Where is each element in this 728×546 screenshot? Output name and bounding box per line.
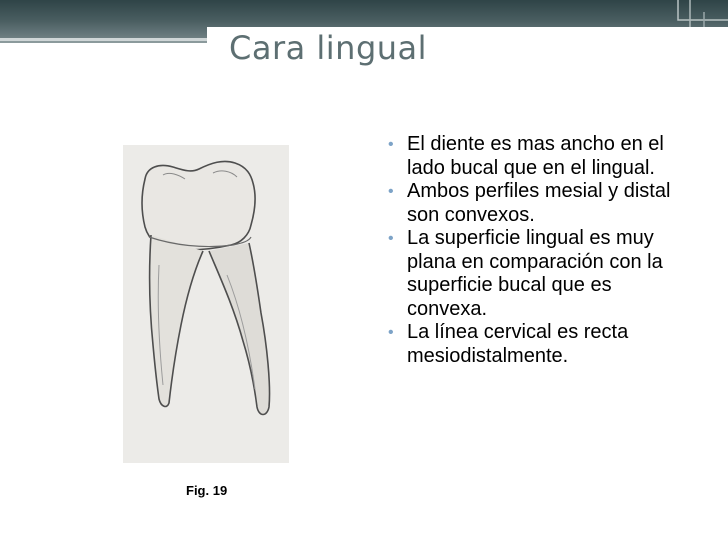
tooth-figure bbox=[123, 145, 289, 463]
bullet-list bbox=[388, 133, 688, 368]
bullet-text: El diente es mas ancho en el lado bucal que en el lingual. bbox=[407, 133, 664, 179]
bullet-marker: • bbox=[388, 136, 394, 153]
figure-caption: Fig. 19 bbox=[186, 483, 228, 498]
bullet-text: La línea cervical es recta mesiodistalmente. bbox=[407, 321, 629, 367]
list-item bbox=[388, 227, 688, 321]
bullet-marker: • bbox=[388, 324, 394, 341]
list-item bbox=[388, 321, 688, 368]
list-item bbox=[388, 180, 688, 227]
bullet-marker: • bbox=[388, 183, 394, 200]
tooth-illustration bbox=[123, 145, 289, 463]
bullet-text: La superficie lingual es muy plana en comparación con la superficie bucal que es convexa. bbox=[407, 227, 663, 320]
bullet-text: Ambos perfiles mesial y distal son convexos. bbox=[407, 180, 671, 226]
slide-title: Cara lingual bbox=[229, 29, 428, 67]
bullet-marker: • bbox=[388, 230, 394, 247]
list-item bbox=[388, 133, 688, 180]
